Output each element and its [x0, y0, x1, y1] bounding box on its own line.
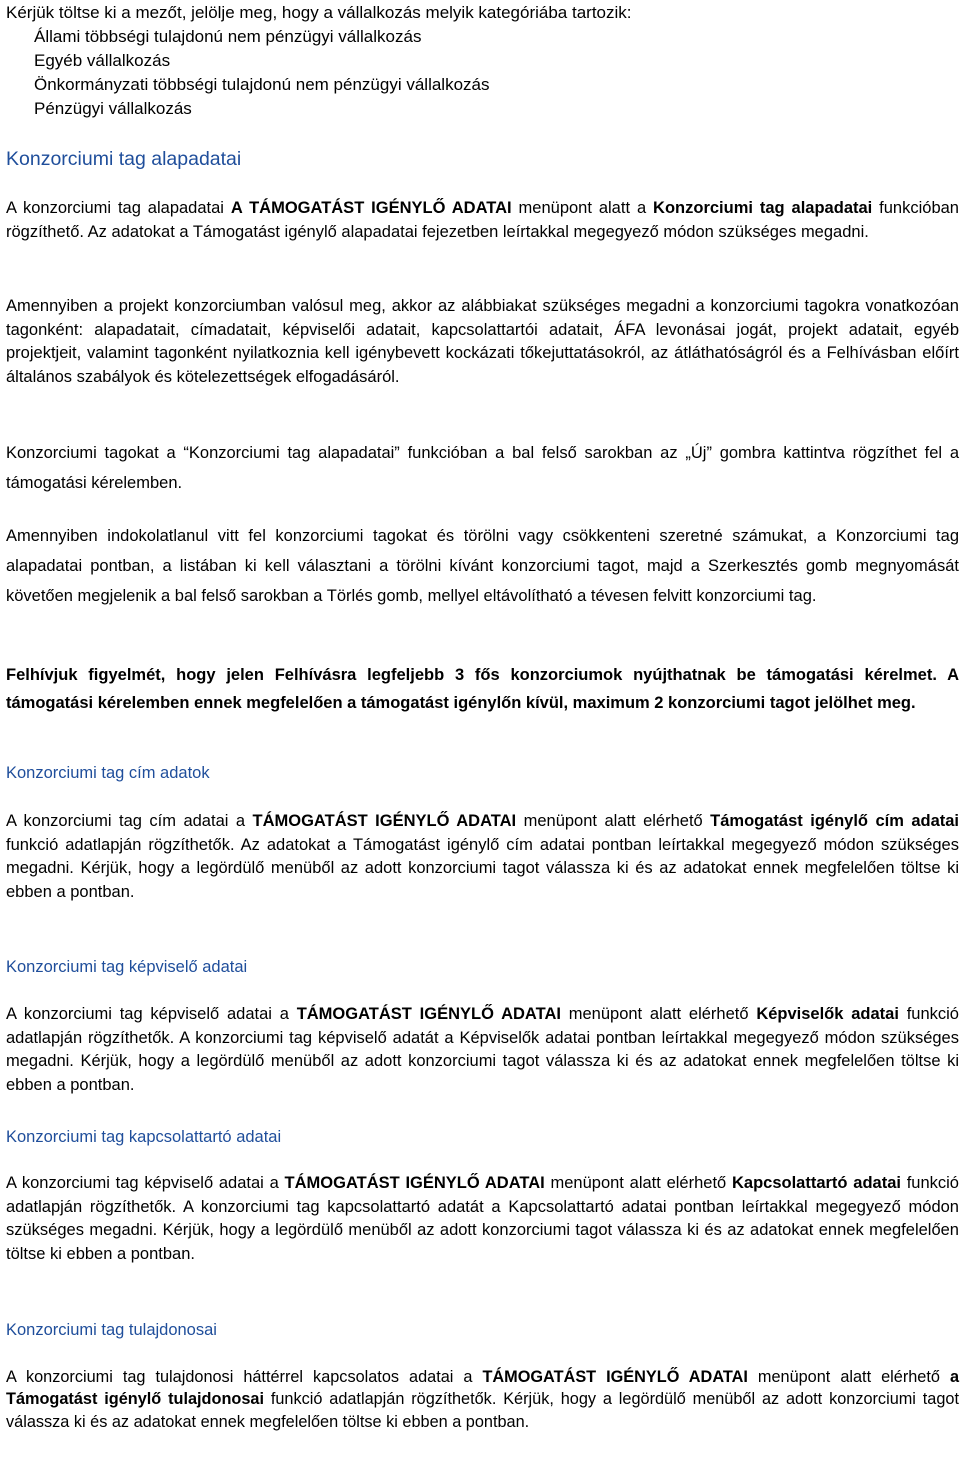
category-list	[6, 1, 959, 121]
paragraph-delete-member: Amennyiben indokolatlanul vitt fel konzorciumi tagokat és törölni vagy csökkenteni szeretné számukat, a Konzorciumi tag alapadatai pontban, a listában ki kell választani a törölni kívánt konzorciumi tagot, majd a Szerkesztés gomb megnyomását követően megjelenik a bal felső sarokban a Törlés gomb, mellyel eltávolítható a tévesen felvitt konzorciumi tag.	[6, 527, 959, 605]
category-option: Pénzügyi vállalkozás	[34, 99, 192, 118]
paragraph-konzorcium-requirements: Amennyiben a projekt konzorciumban valósul meg, akkor az alábbiakat szükséges megadni a konzorciumi tagokra vonatkozóan tagonként: alapadatait, címadatait, képviselői adatait, kapcsolattartói adatait, ÁFA levonásai jogát, projekt adatait, egyéb projektjeit, valamint tagonként nyilatkoznia kell igénybevett kockázati tőkejuttatásokról, az átláthatóságról és a Felhívásban előírt általános szabályok és kötelezettségek elfogadásáról.	[6, 297, 959, 386]
section-heading-alapadatai: Konzorciumi tag alapadatai	[6, 148, 242, 170]
paragraph-kepviselo: A konzorciumi tag képviselő adatai a TÁMOGATÁST IGÉNYLŐ ADATAI menüpont alatt elérhető Képviselők adatai funkció adatlapján rögzíthetők. A konzorciumi tag képviselő adatát a Képviselők adatai pontban leírtakkal megegyező módon szükséges megadni. Kérjük, hogy a legördülő menüből az adott konzorciumi tagot válassza ki és az adatokat ennek megfelelően töltse ki ebben a pontban.	[6, 1005, 959, 1094]
paragraph-alapadatai-intro: A konzorciumi tag alapadatai A TÁMOGATÁST IGÉNYLŐ ADATAI menüpont alatt a Konzorciumi tag alapadatai funkcióban rögzíthető. Az adatokat a Támogatást igénylő alapadatai fejezetben leírtakkal megegyező módon szükséges megadni.	[6, 199, 959, 241]
section-heading-kapcsolattarto: Konzorciumi tag kapcsolattartó adatai	[6, 1128, 282, 1146]
paragraph-tulajdonos: A konzorciumi tag tulajdonosi háttérrel kapcsolatos adatai a TÁMOGATÁST IGÉNYLŐ ADATAI menüpont alatt elérhető a Támogatást igénylő tulajdonosai funkció adatlapján rögzíthetők. Kérjük, hogy a legördülő menüből az adott konzorciumi tagot válassza ki és az adatokat ennek megfelelően töltse ki ebben a pontban.	[6, 1368, 960, 1431]
paragraph-new-member: Konzorciumi tagokat a “Konzorciumi tag alapadatai” funkcióban a bal felső sarokban az „Új” gombra kattintva rögzíthet fel a támogatási kérelemben.	[6, 444, 959, 492]
section-heading-kepviselo: Konzorciumi tag képviselő adatai	[6, 958, 248, 976]
category-intro: Kérjük töltse ki a mezőt, jelölje meg, hogy a vállalkozás melyik kategóriába tartozik:	[6, 3, 632, 22]
section-heading-cim: Konzorciumi tag cím adatok	[6, 764, 210, 782]
paragraph-kapcsolattarto: A konzorciumi tag képviselő adatai a TÁMOGATÁST IGÉNYLŐ ADATAI menüpont alatt elérhető Kapcsolattartó adatai funkció adatlapján rögzíthetők. A konzorciumi tag kapcsolattartó adatát a Kapcsolattartó adatai pontban leírtakkal megegyező módon szükséges megadni. Kérjük, hogy a legördülő menüből az adott konzorciumi tagot válassza ki és az adatokat ennek megfelelően töltse ki ebben a pontban.	[6, 1174, 959, 1263]
paragraph-notice: Felhívjuk figyelmét, hogy jelen Felhívásra legfeljebb 3 fős konzorciumok nyújthatnak be támogatási kérelmet. A támogatási kérelemben ennek megfelelően a támogatást igénylőn kívül, maximum 2 konzorciumi tagot jelölhet meg.	[6, 666, 959, 712]
category-option: Állami többségi tulajdonú nem pénzügyi vállalkozás	[34, 27, 422, 46]
section-heading-tulajdonos: Konzorciumi tag tulajdonosai	[6, 1321, 217, 1339]
category-option: Önkormányzati többségi tulajdonú nem pénzügyi vállalkozás	[34, 75, 490, 94]
category-option: Egyéb vállalkozás	[34, 51, 171, 70]
paragraph-cim: A konzorciumi tag cím adatai a TÁMOGATÁST IGÉNYLŐ ADATAI menüpont alatt elérhető Támogatást igénylő cím adatai funkció adatlapján rögzíthetők. Az adatokat a Támogatást igénylő cím adatai pontban leírtakkal megegyező módon szükséges megadni. Kérjük, hogy a legördülő menüből az adott konzorciumi tagot válassza ki és az adatokat ennek megfelelően töltse ki ebben a pontban.	[6, 812, 960, 901]
